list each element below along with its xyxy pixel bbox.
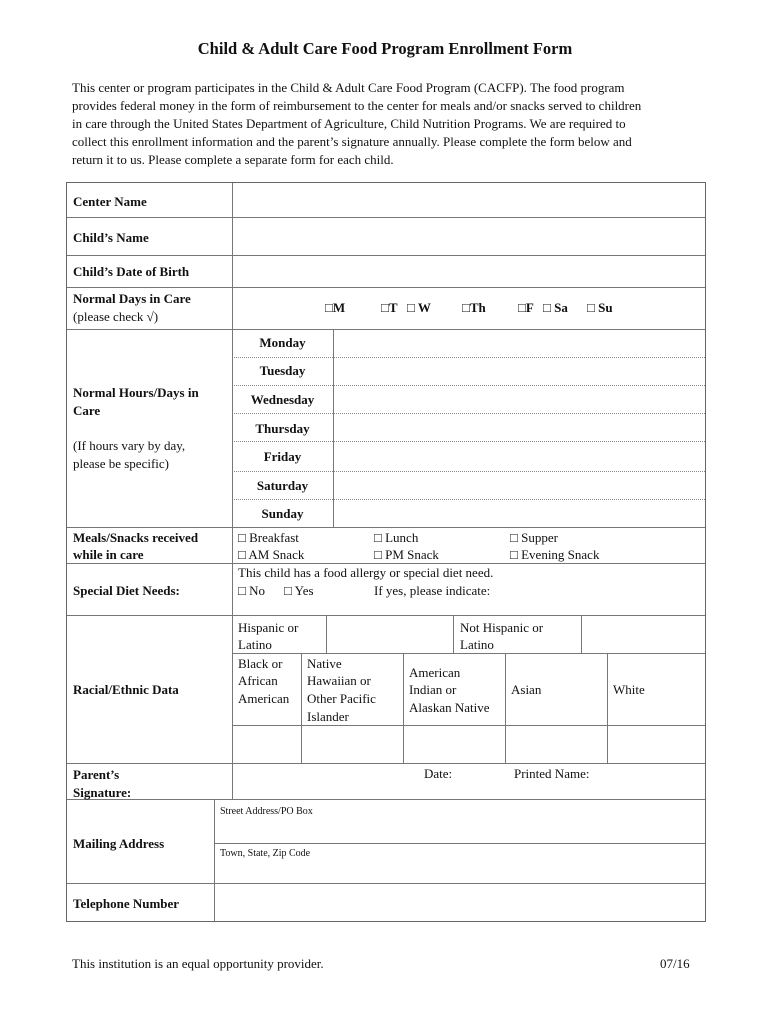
weekday-wednesday: Wednesday xyxy=(250,392,315,407)
normal-days-label: Normal Days in Care xyxy=(73,291,191,306)
normal-days-hint: (please check √) xyxy=(73,309,159,324)
intro-paragraph xyxy=(72,79,712,169)
meal-option-evening-snack[interactable]: □ Evening Snack xyxy=(510,547,600,562)
weekday-monday: Monday xyxy=(259,335,306,350)
day-checkbox-sunday[interactable]: □ Su xyxy=(587,300,613,315)
center-name-label: Center Name xyxy=(73,194,147,209)
parent-signature-label: Signature: xyxy=(73,785,132,800)
race-native-hawaiian: Hawaiian or xyxy=(307,673,371,688)
hours-label: Normal Hours/Days in xyxy=(73,385,199,400)
town-state-zip-label: Town, State, Zip Code xyxy=(220,848,311,859)
diet-indicate-label: If yes, please indicate: xyxy=(374,583,491,598)
signature-date-label: Date: xyxy=(424,766,453,781)
day-checkbox-monday[interactable]: □M xyxy=(325,300,346,315)
meal-option-breakfast[interactable]: □ Breakfast xyxy=(238,530,299,545)
parent-signature-label: Parent’s xyxy=(73,767,120,782)
intro-line: return it to us. Please complete a separate form for each child. xyxy=(72,152,394,167)
race-native-hawaiian: Islander xyxy=(307,709,349,724)
day-checkbox-tuesday[interactable]: □T xyxy=(381,300,398,315)
meal-option-am-snack[interactable]: □ AM Snack xyxy=(238,547,305,562)
race-asian: Asian xyxy=(511,682,542,697)
race-black: African xyxy=(238,673,278,688)
racial-ethnic-label: Racial/Ethnic Data xyxy=(73,682,179,697)
intro-line: provides federal money in the form of reimbursement to the center for meals and/or snacks served to children xyxy=(72,98,642,113)
ethnicity-hispanic: Latino xyxy=(238,637,272,652)
telephone-label: Telephone Number xyxy=(73,896,180,911)
meal-option-lunch[interactable]: □ Lunch xyxy=(374,530,419,545)
weekday-thursday: Thursday xyxy=(255,421,310,436)
race-american-indian: Indian or xyxy=(409,682,457,697)
meal-option-pm-snack[interactable]: □ PM Snack xyxy=(374,547,439,562)
day-checkbox-saturday[interactable]: □ Sa xyxy=(543,300,568,315)
ethnicity-not-hispanic: Latino xyxy=(460,637,494,652)
ethnicity-hispanic: Hispanic or xyxy=(238,620,299,635)
race-white: White xyxy=(613,682,645,697)
meal-option-supper[interactable]: □ Supper xyxy=(510,530,558,545)
race-native-hawaiian: Native xyxy=(307,656,342,671)
intro-line: in care through the United States Department of Agriculture, Child Nutrition Programs. We are required to xyxy=(72,116,626,131)
meals-label: while in care xyxy=(73,547,144,562)
mailing-address-label: Mailing Address xyxy=(73,836,165,851)
hours-hint: (If hours vary by day, xyxy=(73,438,186,453)
race-american-indian: American xyxy=(409,665,461,680)
race-black: American xyxy=(238,691,290,706)
race-black: Black or xyxy=(238,656,283,671)
weekday-sunday: Sunday xyxy=(261,506,304,521)
equal-opportunity-statement: This institution is an equal opportunity provider. xyxy=(72,956,324,971)
diet-statement: This child has a food allergy or special diet need. xyxy=(238,565,494,580)
special-diet-label: Special Diet Needs: xyxy=(73,583,180,598)
child-dob-label: Child’s Date of Birth xyxy=(73,264,190,279)
hours-label: Care xyxy=(73,403,101,418)
weekday-tuesday: Tuesday xyxy=(259,363,306,378)
meals-label: Meals/Snacks received xyxy=(73,530,199,545)
enrollment-form-table xyxy=(66,182,706,922)
page-title: Child & Adult Care Food Program Enrollment Form xyxy=(197,39,573,58)
street-address-label: Street Address/PO Box xyxy=(220,806,313,817)
child-name-label: Child’s Name xyxy=(73,230,149,245)
printed-name-label: Printed Name: xyxy=(514,766,590,781)
day-checkbox-thursday[interactable]: □Th xyxy=(462,300,486,315)
hours-hint: please be specific) xyxy=(73,456,170,471)
intro-line: This center or program participates in the Child & Adult Care Food Program (CACFP). The food program xyxy=(72,80,625,95)
weekday-saturday: Saturday xyxy=(256,478,309,493)
day-checkbox-wednesday[interactable]: □ W xyxy=(407,300,431,315)
day-checkbox-friday[interactable]: □F xyxy=(518,300,534,315)
race-american-indian: Alaskan Native xyxy=(409,700,490,715)
race-native-hawaiian: Other Pacific xyxy=(307,691,376,706)
ethnicity-not-hispanic: Not Hispanic or xyxy=(460,620,544,635)
intro-line: collect this enrollment information and the parent’s signature annually. Please complete the form below and xyxy=(72,134,632,149)
diet-no-checkbox[interactable]: □ No xyxy=(238,583,265,598)
diet-yes-checkbox[interactable]: □ Yes xyxy=(284,583,314,598)
weekday-friday: Friday xyxy=(263,449,302,464)
form-version-code: 07/16 xyxy=(660,956,690,971)
